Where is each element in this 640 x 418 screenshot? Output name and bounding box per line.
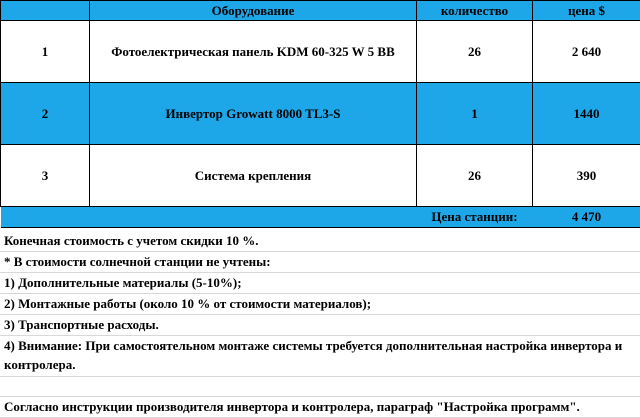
table-row	[1, 145, 640, 207]
note-discount: Конечная стоимость с учетом скидки 10 %.	[0, 231, 640, 252]
row-quantity: 26	[417, 21, 533, 83]
header-price: цена $	[533, 1, 640, 21]
note-item-1: 1) Дополнительные материалы (5-10%);	[0, 273, 640, 294]
row-number: 3	[1, 145, 90, 207]
row-name: Фотоелектрическая панель KDM 60-325 W 5 BB	[90, 21, 417, 83]
row-number: 1	[1, 21, 90, 83]
total-value: 4 470	[533, 207, 640, 228]
header-empty-cell	[1, 1, 90, 21]
row-quantity: 26	[417, 145, 533, 207]
note-item-4: 4) Внимание: При самостоятельном монтаже системы требуется дополнительная настройка инвертора и контролера.	[0, 336, 640, 377]
note-blank	[0, 377, 640, 397]
table-header-row	[1, 1, 640, 21]
notes-section	[0, 231, 640, 418]
note-item-2: 2) Монтажные работы (около 10 % от стоимости материалов);	[0, 294, 640, 315]
header-equipment: Оборудование	[90, 1, 417, 21]
table-row	[1, 21, 640, 83]
row-quantity: 1	[417, 83, 533, 145]
row-number: 2	[1, 83, 90, 145]
row-price: 1440	[533, 83, 640, 145]
row-price: 2 640	[533, 21, 640, 83]
total-label: Цена станции:	[417, 207, 533, 228]
total-spacer	[1, 207, 417, 228]
row-price: 390	[533, 145, 640, 207]
row-name: Система крепления	[90, 145, 417, 207]
note-item-3: 3) Транспортные расходы.	[0, 315, 640, 336]
row-name: Инвертор Growatt 8000 TL3-S	[90, 83, 417, 145]
header-quantity: количество	[417, 1, 533, 21]
note-instructions: Согласно инструкции производителя инвертора и контролера, параграф "Настройка программ".	[0, 397, 640, 418]
total-row	[1, 207, 640, 228]
note-not-included: * В стоимости солнечной станции не учтены:	[0, 252, 640, 273]
table-row	[1, 83, 640, 145]
